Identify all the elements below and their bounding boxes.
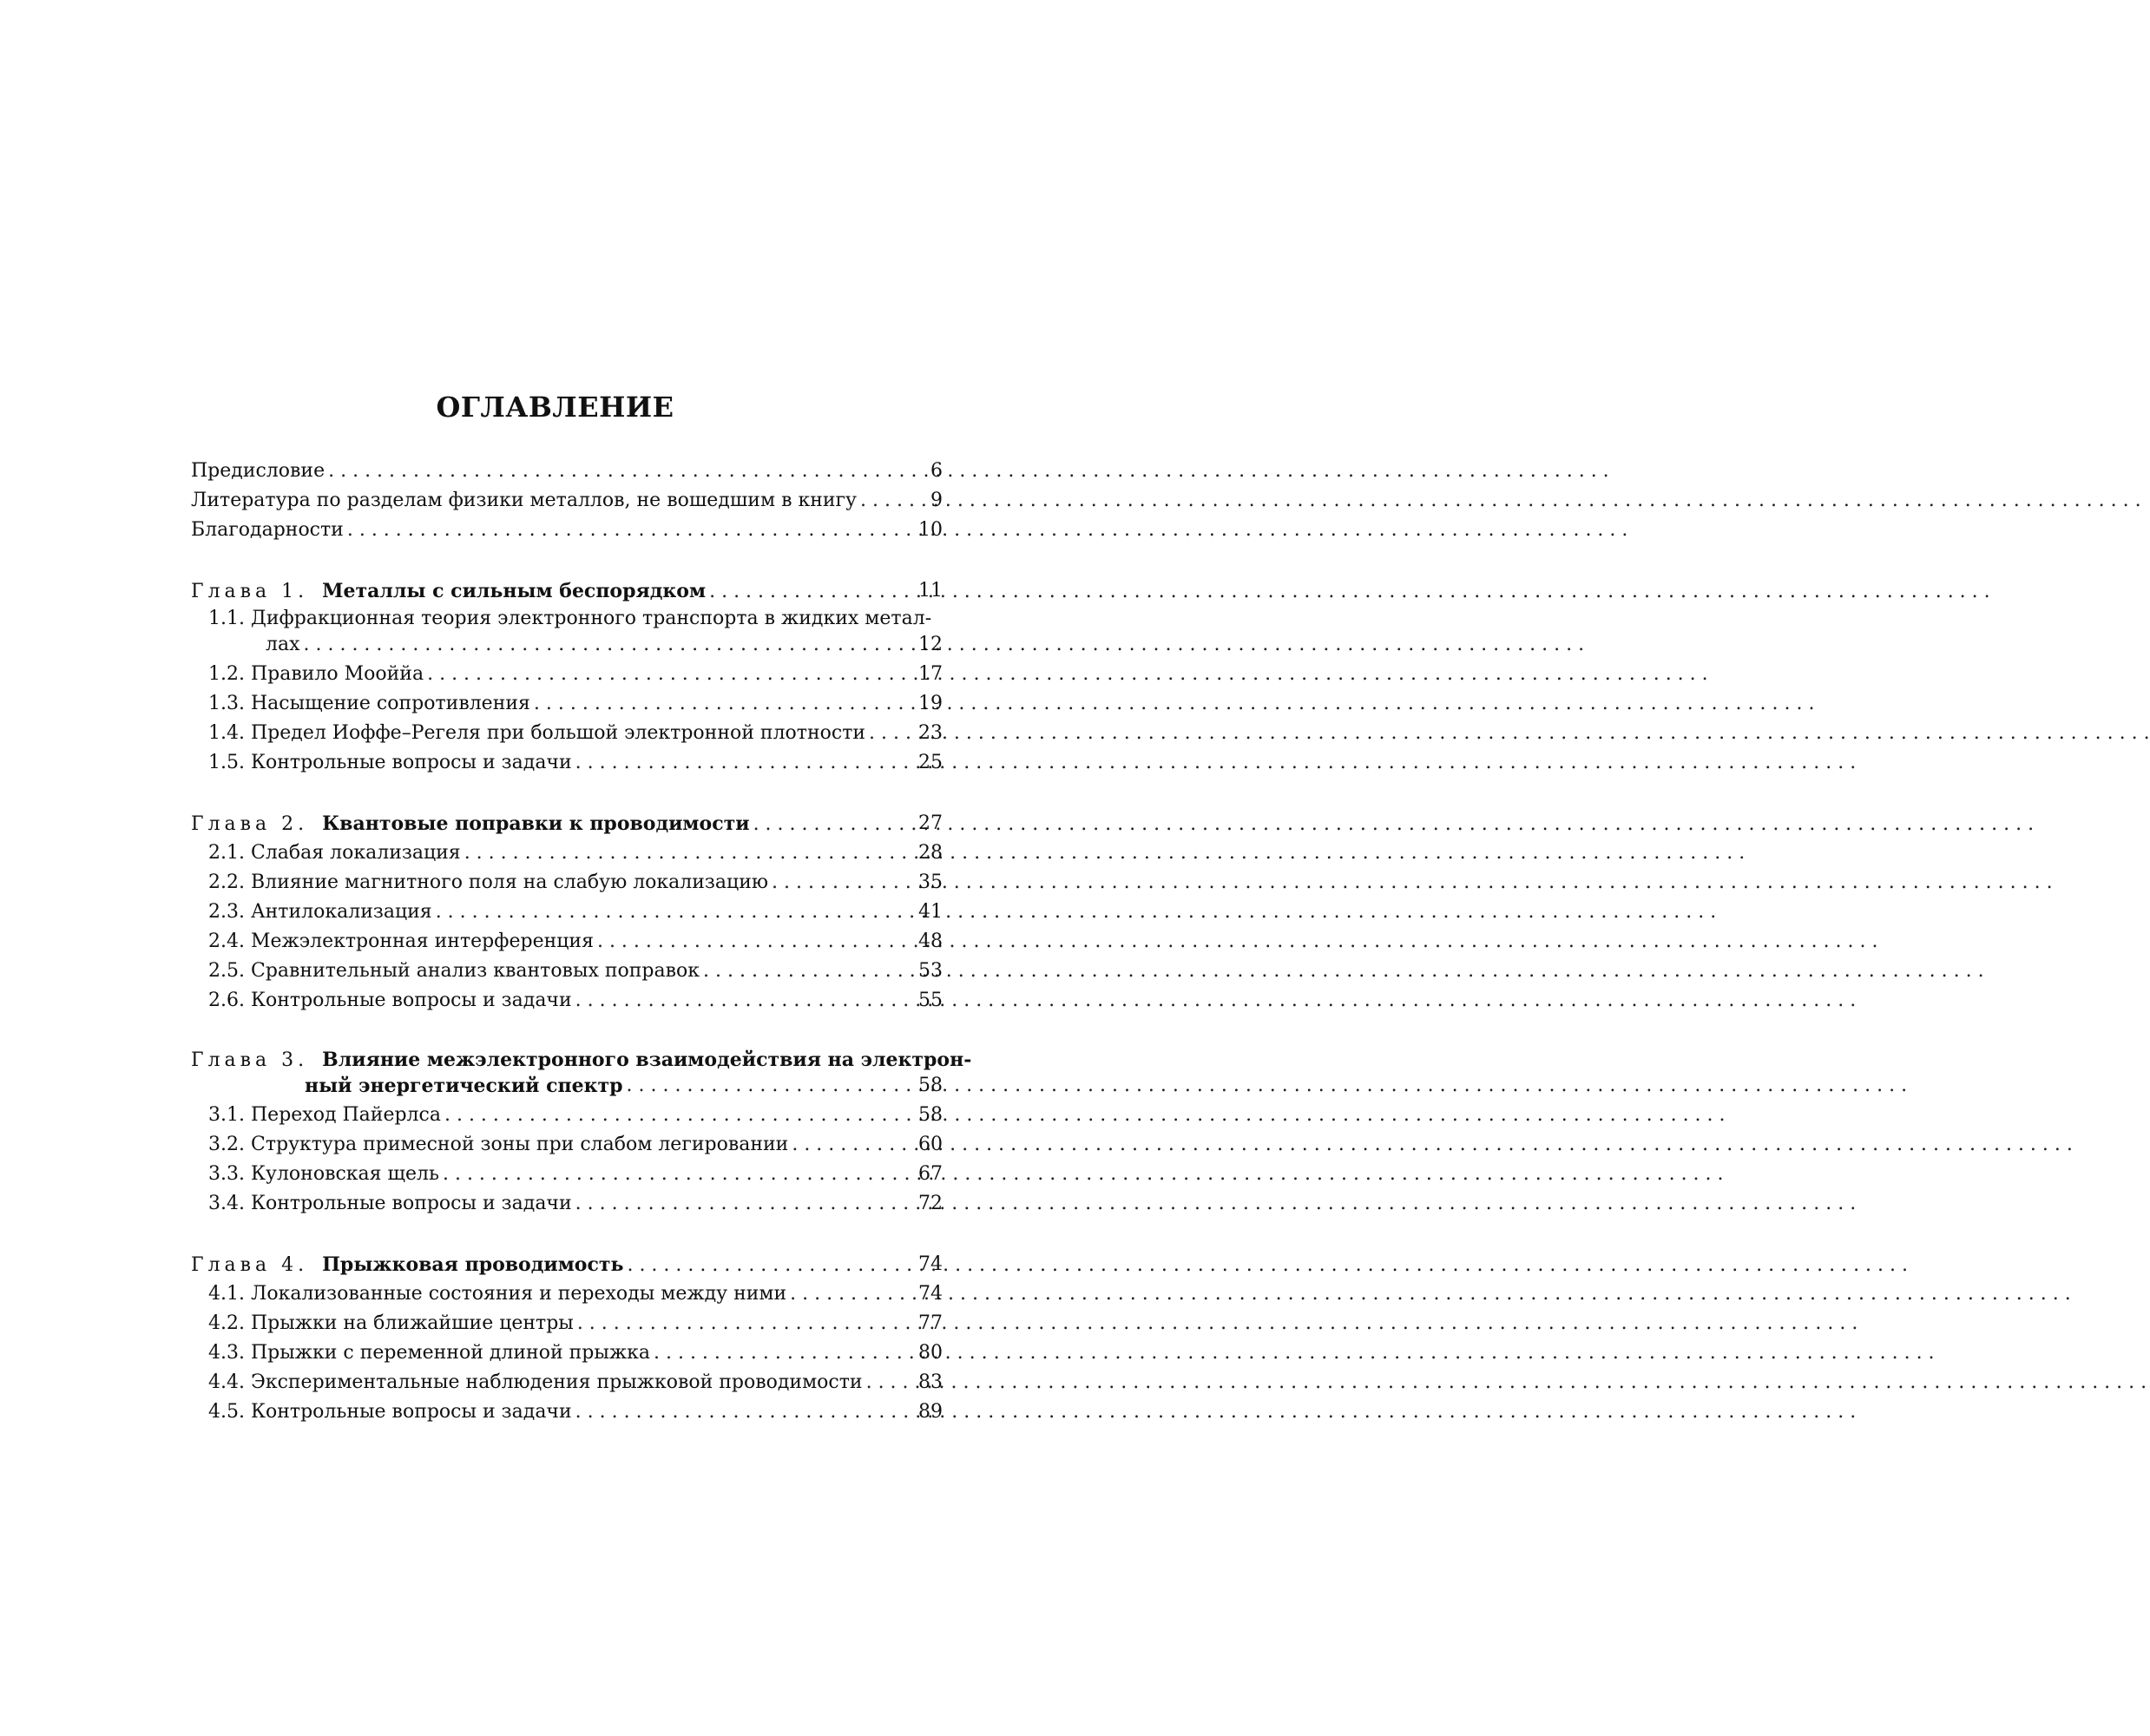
section-number: 4.5.: [208, 1401, 245, 1423]
section-number: 3.2.: [208, 1134, 245, 1155]
leader-dots: [654, 1338, 1935, 1368]
leader-dots: [347, 516, 1628, 545]
section-number: 4.3.: [208, 1342, 245, 1364]
section-title: Слабая локализация: [250, 842, 461, 864]
leader-dots: [772, 868, 2053, 898]
toc-entry-text: Предисловие: [191, 460, 325, 482]
section-number: 2.5.: [208, 960, 245, 982]
section-number: 4.2.: [208, 1312, 245, 1334]
leader-dots: [464, 838, 1746, 868]
toc-section-3-1[interactable]: [191, 1101, 943, 1130]
section-number: 1.2.: [208, 663, 245, 685]
toc-page-number: 83: [918, 1371, 943, 1393]
section-title: Контрольные вопросы и задачи: [250, 990, 572, 1011]
section-title: Локализованные состояния и переходы между ними: [250, 1283, 787, 1305]
leader-dots: [575, 986, 1857, 1016]
section-number: 3.4.: [208, 1193, 245, 1214]
toc-section-3-3[interactable]: [191, 1160, 943, 1189]
leader-dots: [790, 1279, 2071, 1309]
section-title: Дифракционная теория электронного транспорта в жидких метал-: [250, 608, 932, 629]
toc-page-number: 17: [918, 663, 943, 685]
section-number: 2.6.: [208, 990, 245, 1011]
toc-page-number: 80: [918, 1342, 943, 1364]
toc-section-1-2[interactable]: [191, 660, 943, 689]
section-title: Переход Пайерлса: [250, 1104, 441, 1126]
leader-dots: [534, 689, 1815, 719]
toc-section-1-4[interactable]: [191, 719, 943, 748]
toc-page-number: 53: [918, 960, 943, 982]
toc-page-number: 25: [918, 752, 943, 773]
leader-dots: [866, 1368, 2147, 1397]
toc-chapter-3[interactable]: [191, 1047, 972, 1101]
chapter-title: Прыжковая проводимость: [322, 1253, 624, 1276]
section-title: Контрольные вопросы и задачи: [250, 1401, 572, 1423]
section-title: Контрольные вопросы и задачи: [250, 752, 572, 773]
toc-section-1-3[interactable]: [191, 689, 943, 719]
toc-page-number: 28: [918, 842, 943, 864]
toc-page-number: 9: [930, 490, 943, 511]
leader-dots: [304, 632, 1585, 658]
toc-section-4-4[interactable]: [191, 1368, 943, 1397]
toc-page-number: 19: [918, 693, 943, 714]
leader-dots: [575, 1189, 1857, 1219]
page-title: ОГЛАВЛЕНИЕ: [436, 391, 674, 424]
section-number: 2.3.: [208, 901, 245, 923]
toc-chapter-4[interactable]: [191, 1250, 943, 1279]
chapter-title: Квантовые поправки к проводимости: [322, 812, 750, 835]
toc-page-number: 6: [930, 460, 943, 482]
toc-section-2-4[interactable]: [191, 927, 943, 957]
toc-entry-text: Литература по разделам физики металлов, не вошедшим в книгу: [191, 490, 857, 511]
section-title: Насыщение сопротивления: [250, 693, 530, 714]
section-title: Антилокализация: [250, 901, 432, 923]
section-number: 2.4.: [208, 930, 245, 952]
leader-dots: [328, 457, 1609, 486]
toc-page-number: 89: [918, 1401, 943, 1423]
toc-section-3-2[interactable]: [191, 1130, 943, 1160]
toc-page-number: 55: [918, 990, 943, 1011]
toc-section-3-4[interactable]: [191, 1189, 943, 1219]
toc-section-2-2[interactable]: [191, 868, 943, 898]
table-of-contents: [191, 457, 972, 1427]
chapter-title-continued: ный энергетический спектр: [305, 1075, 623, 1097]
leader-dots: [597, 927, 1878, 957]
section-title: Сравнительный анализ квантовых поправок: [250, 960, 700, 982]
leader-dots: [627, 1251, 1908, 1280]
toc-chapter-1[interactable]: [191, 576, 943, 606]
section-number: 4.1.: [208, 1283, 245, 1305]
leader-dots: [753, 810, 2035, 839]
toc-entry-literature[interactable]: [191, 486, 943, 516]
toc-section-2-3[interactable]: [191, 898, 943, 927]
leader-dots: [444, 1101, 1726, 1130]
toc-section-4-5[interactable]: [191, 1397, 943, 1427]
toc-page-number: 58: [918, 1104, 943, 1126]
toc-page-number: 23: [918, 722, 943, 744]
leader-dots: [577, 1309, 1858, 1338]
section-title: Контрольные вопросы и задачи: [250, 1193, 572, 1214]
leader-dots: [792, 1130, 2073, 1160]
chapter-label: Глава 2.: [191, 813, 309, 835]
toc-page-number: 11: [918, 580, 943, 602]
section-title: Влияние магнитного поля на слабую локализацию: [250, 871, 769, 893]
leader-dots: [443, 1160, 1724, 1189]
chapter-label: Глава 4.: [191, 1254, 309, 1276]
section-number: 1.5.: [208, 752, 245, 773]
toc-page-number: 41: [918, 901, 943, 923]
toc-section-4-2[interactable]: [191, 1309, 943, 1338]
section-number: 2.2.: [208, 871, 245, 893]
leader-dots: [860, 486, 2141, 516]
toc-section-2-5[interactable]: [191, 957, 943, 986]
toc-page-number: 77: [918, 1312, 943, 1334]
chapter-title: Металлы с сильным беспорядком: [322, 580, 707, 602]
toc-section-2-1[interactable]: [191, 838, 943, 868]
section-number: 2.1.: [208, 842, 245, 864]
toc-entry-acknowledgements[interactable]: [191, 516, 943, 545]
section-number: 1.4.: [208, 722, 245, 744]
toc-page-number: 74: [918, 1283, 943, 1305]
section-title: Прыжки на ближайшие центры: [250, 1312, 574, 1334]
section-title: Структура примесной зоны при слабом легировании: [250, 1134, 789, 1155]
toc-section-4-1[interactable]: [191, 1279, 943, 1309]
chapter-label: Глава 1.: [191, 581, 309, 602]
leader-dots: [575, 1397, 1857, 1427]
section-number: 4.4.: [208, 1371, 245, 1393]
chapter-label: Глава 3.: [191, 1049, 309, 1071]
section-title: Межэлектронная интерференция: [250, 930, 594, 952]
toc-page-number: 12: [918, 634, 943, 655]
section-number: 3.1.: [208, 1104, 245, 1126]
toc-section-1-5[interactable]: [191, 748, 943, 778]
toc-page-number: 58: [918, 1075, 943, 1096]
toc-page-number: 72: [918, 1193, 943, 1214]
toc-page-number: 10: [918, 519, 943, 541]
toc-chapter-2[interactable]: [191, 809, 943, 838]
section-title: Кулоновская щель: [250, 1163, 439, 1185]
section-number: 3.3.: [208, 1163, 245, 1185]
leader-dots: [436, 898, 1717, 927]
chapter-title: Влияние межэлектронного взаимодействия на электрон-: [322, 1049, 972, 1071]
leader-dots: [427, 660, 1708, 689]
section-number: 1.1.: [208, 608, 245, 629]
toc-page-number: 27: [918, 812, 943, 834]
section-title: Предел Иоффе–Регеля при большой электронной плотности: [250, 722, 866, 744]
toc-page-number: 60: [918, 1134, 943, 1155]
leader-dots: [575, 748, 1857, 778]
toc-entry-text: Благодарности: [191, 519, 344, 541]
leader-dots: [627, 1073, 1908, 1099]
leader-dots: [869, 719, 2150, 748]
section-title: Прыжки с переменной длиной прыжка: [250, 1342, 650, 1364]
section-title: Экспериментальные наблюдения прыжковой проводимости: [250, 1371, 863, 1393]
toc-page-number: 35: [918, 871, 943, 893]
toc-section-1-1[interactable]: [191, 606, 943, 660]
toc-entry-preface[interactable]: [191, 457, 943, 486]
toc-section-2-6[interactable]: [191, 986, 943, 1016]
toc-page-number: 67: [918, 1163, 943, 1185]
toc-section-4-3[interactable]: [191, 1338, 943, 1368]
section-title: Правило Мооййа: [250, 663, 424, 685]
toc-page-number: 74: [918, 1253, 943, 1275]
toc-page-number: 48: [918, 930, 943, 952]
section-number: 1.3.: [208, 693, 245, 714]
section-title-continued: лах: [266, 634, 300, 655]
